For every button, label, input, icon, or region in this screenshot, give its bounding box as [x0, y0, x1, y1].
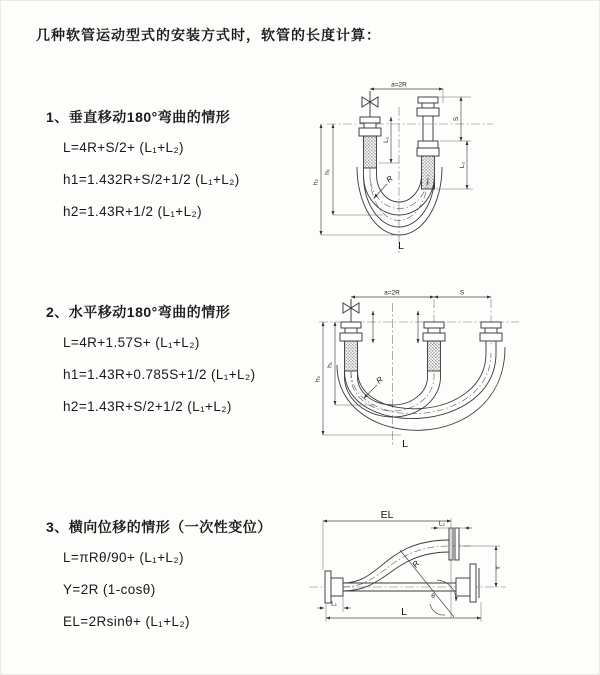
dim-label-s: S: [453, 116, 460, 122]
braided-hose: [345, 341, 358, 371]
dimensions: [315, 290, 492, 451]
dim-label-y: Y: [495, 565, 502, 571]
formula-line: h1=1.43R+0.785S+1/2 (L₁+L₂): [63, 367, 256, 382]
centerlines: [327, 107, 493, 253]
diagram-vertical-180-bend: [311, 77, 526, 257]
dim-label-l: L: [398, 240, 404, 252]
formula-line: L=4R+1.57S+ (L₁+L₂): [63, 335, 200, 350]
hose-assembly: [357, 97, 442, 235]
page-title: 几种软管运动型式的安装方式时，软管的长度计算：: [36, 27, 381, 43]
valve-icon: [362, 91, 378, 117]
section-3-heading: 3、横向位移的情形（一次性变位）: [46, 519, 272, 535]
dim-label-l2: L₂: [438, 520, 446, 528]
formula-line: h2=1.43R+S/2+1/2 (L₁+L₂): [63, 399, 232, 414]
diagram-horizontal-180-bend: [311, 287, 531, 459]
dim-label-l2: L₂: [459, 161, 466, 169]
dim-label-l1: L₁: [383, 137, 390, 143]
section-vertical-movement: [46, 107, 346, 236]
formula-line: EL=2Rsinθ+ (L₁+L₂): [63, 614, 190, 629]
dim-label-l: L: [401, 606, 407, 618]
formula-line: h2=1.43R+1/2 (L₁+L₂): [63, 204, 203, 219]
formula-line: L=πRθ/90+ (L₁+L₂): [63, 550, 184, 565]
section-horizontal-movement: [46, 302, 346, 431]
diagram-lateral-displacement: [304, 506, 599, 656]
dim-label-h1: h₁: [326, 362, 334, 368]
centerlines: [319, 299, 519, 447]
formula-line: L=4R+S/2+ (L₁+L₂): [63, 140, 184, 155]
formula-line: h1=1.432R+S/2+1/2 (L₁+L₂): [63, 172, 240, 187]
dim-label-a2r: a=2R: [391, 81, 407, 89]
dim-label-r: R: [410, 559, 422, 570]
dim-label-s: S: [459, 289, 465, 297]
dim-label-el: EL: [380, 509, 394, 521]
braided-hose: [364, 136, 377, 168]
dim-label-r: R: [374, 374, 385, 386]
dim-label-h2: h₂: [312, 178, 320, 186]
dim-label-h1: h₁: [324, 169, 331, 175]
formula-line: Y=2R (1-cosθ): [63, 582, 156, 597]
valve-icon: [343, 299, 359, 322]
dim-label-a2r: a=2R: [384, 289, 400, 297]
section-1-heading: 1、垂直移动180°弯曲的情形: [46, 109, 231, 125]
section-lateral-displacement: [46, 517, 346, 646]
dim-label-theta: θ: [431, 593, 435, 600]
dim-label-l1: L₁: [331, 600, 337, 608]
section-2-heading: 2、水平移动180°弯曲的情形: [46, 304, 231, 320]
dim-label-l: L: [402, 438, 408, 450]
hose-assembly: [325, 528, 479, 603]
dim-label-r: R: [384, 173, 395, 185]
braided-hose: [428, 341, 441, 371]
dim-label-h2: h₂: [314, 375, 322, 383]
hose-assembly: [337, 322, 505, 430]
